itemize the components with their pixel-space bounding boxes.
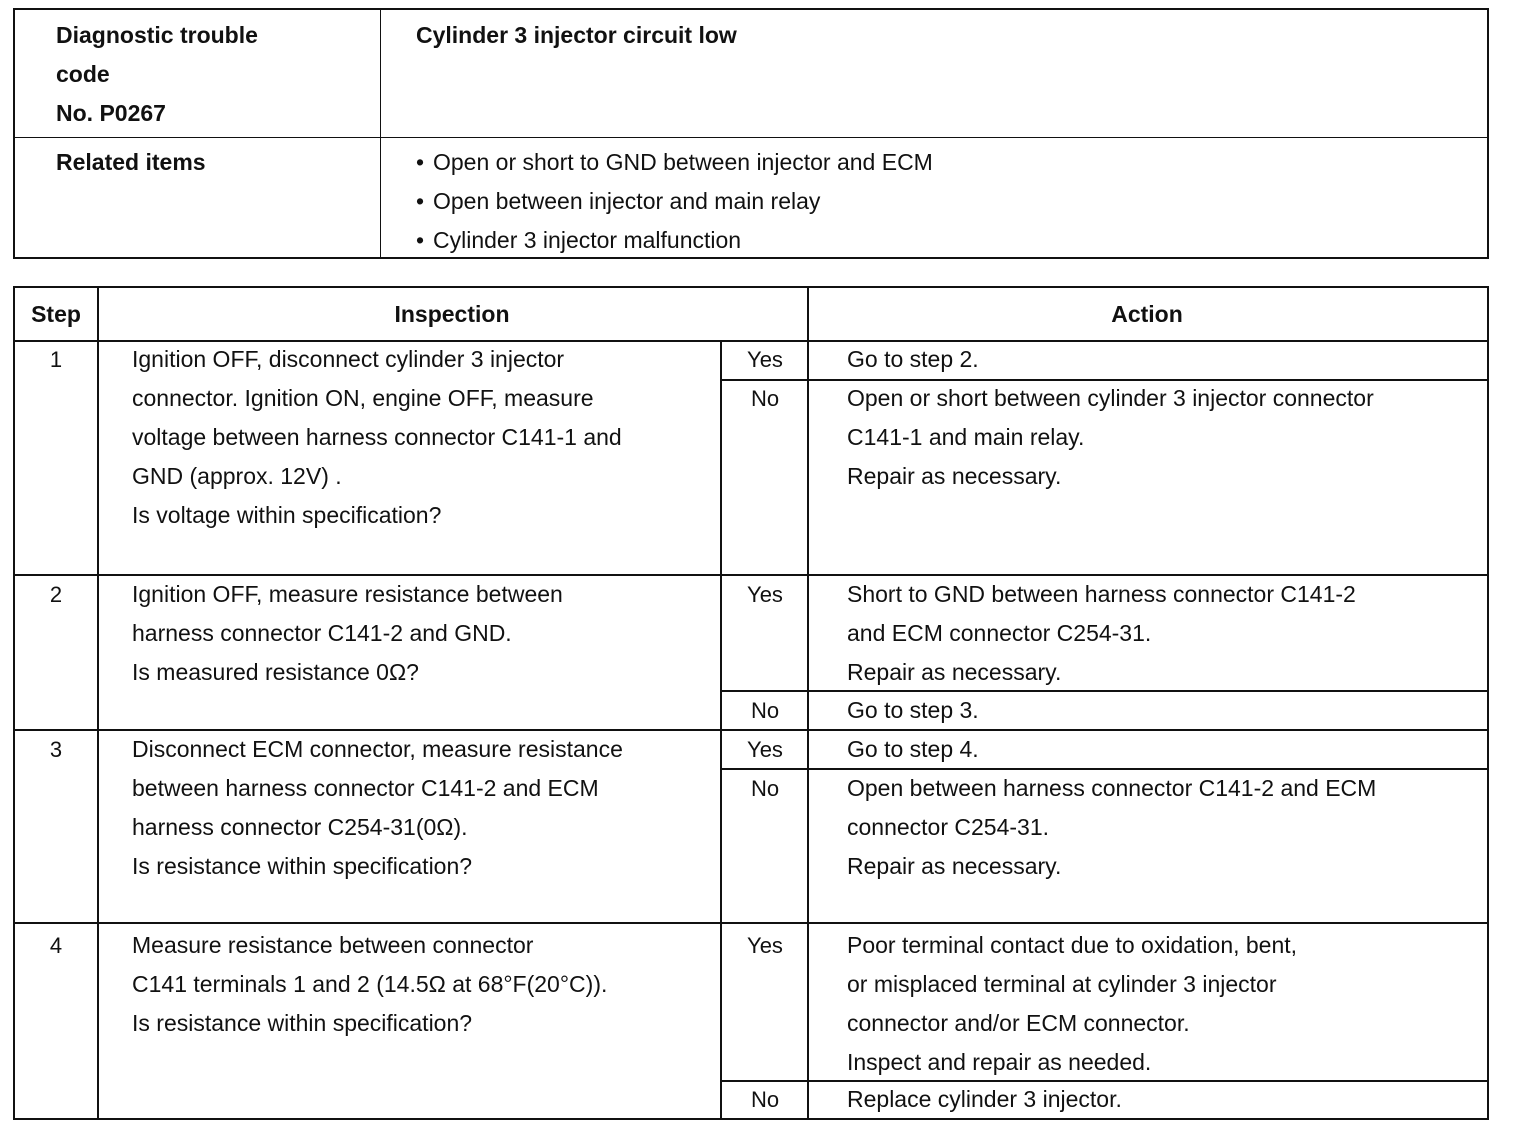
- col-divider-step: [97, 288, 99, 1118]
- info-row-divider: [15, 137, 1487, 138]
- action-line: and ECM connector C254-31.: [847, 620, 1152, 646]
- header-inspection: Inspection: [394, 301, 510, 327]
- action-line: Replace cylinder 3 injector.: [847, 1086, 1122, 1112]
- header-step: Step: [31, 301, 81, 327]
- no-label: No: [750, 776, 780, 801]
- related-item: • Cylinder 3 injector malfunction: [416, 221, 933, 260]
- step-number: 1: [49, 347, 63, 372]
- related-item: • Open or short to GND between injector and ECM: [416, 143, 933, 182]
- action-line: C141-1 and main relay.: [847, 424, 1085, 450]
- step-inspection: [132, 926, 607, 1043]
- step-inspection: [132, 575, 563, 692]
- dtc-label: [56, 16, 258, 133]
- dtc-label-line: No. P0267: [56, 100, 166, 126]
- dtc-value: Cylinder 3 injector circuit low: [416, 22, 737, 48]
- action-line: Open or short between cylinder 3 injector connector: [847, 385, 1374, 411]
- inspection-steps-table: [13, 286, 1489, 1120]
- step-number: 3: [49, 737, 63, 762]
- action-line: Poor terminal contact due to oxidation, bent,: [847, 932, 1298, 958]
- inspection-line: Is resistance within specification?: [132, 1010, 473, 1036]
- dtc-info-table: [13, 8, 1489, 259]
- no-action: [847, 691, 979, 730]
- header-action: Action: [1111, 301, 1183, 327]
- inspection-line: GND (approx. 12V) .: [132, 463, 342, 489]
- inspection-line: Is voltage within specification?: [132, 502, 442, 528]
- inspection-line: Ignition OFF, measure resistance between: [132, 581, 563, 607]
- inspection-line: Measure resistance between connector: [132, 932, 534, 958]
- no-label: No: [750, 1087, 780, 1112]
- yes-label: Yes: [747, 347, 783, 372]
- action-line: Repair as necessary.: [847, 659, 1062, 685]
- yes-action: [847, 575, 1356, 692]
- no-action: [847, 379, 1374, 496]
- action-line: Inspect and repair as needed.: [847, 1049, 1152, 1075]
- action-line: Open between harness connector C141-2 and ECM: [847, 775, 1377, 801]
- step-inspection: [132, 730, 623, 886]
- yes-action: [847, 340, 979, 379]
- step-inspection: [132, 340, 622, 535]
- inspection-line: between harness connector C141-2 and ECM: [132, 775, 599, 801]
- yes-label: Yes: [747, 582, 783, 607]
- inspection-line: C141 terminals 1 and 2 (14.5Ω at 68°F(20°C)).: [132, 971, 608, 997]
- row-divider: [15, 922, 1487, 924]
- related-items-list: [416, 143, 933, 260]
- inspection-line: harness connector C254-31(0Ω).: [132, 814, 468, 840]
- yes-action: [847, 926, 1297, 1082]
- inspection-line: Ignition OFF, disconnect cylinder 3 injector: [132, 346, 565, 372]
- inspection-line: connector. Ignition ON, engine OFF, measure: [132, 385, 594, 411]
- action-line: connector and/or ECM connector.: [847, 1010, 1190, 1036]
- info-column-divider: [380, 10, 381, 257]
- action-line: Go to step 2.: [847, 346, 979, 372]
- action-line: Repair as necessary.: [847, 853, 1062, 879]
- action-line: Go to step 4.: [847, 736, 979, 762]
- inspection-line: Is measured resistance 0Ω?: [132, 659, 419, 685]
- dtc-label-line: code: [56, 61, 110, 87]
- related-item: • Open between injector and main relay: [416, 182, 933, 221]
- action-line: Short to GND between harness connector C141-2: [847, 581, 1356, 607]
- action-line: or misplaced terminal at cylinder 3 injector: [847, 971, 1277, 997]
- inspection-line: harness connector C141-2 and GND.: [132, 620, 512, 646]
- inspection-line: Disconnect ECM connector, measure resistance: [132, 736, 623, 762]
- no-label: No: [750, 698, 780, 723]
- no-label: No: [750, 386, 780, 411]
- action-line: Repair as necessary.: [847, 463, 1062, 489]
- dtc-label-line: Diagnostic trouble: [56, 22, 258, 48]
- action-line: connector C254-31.: [847, 814, 1050, 840]
- step-number: 2: [49, 582, 63, 607]
- step-number: 4: [49, 933, 63, 958]
- no-action: [847, 1080, 1122, 1119]
- inspection-line: Is resistance within specification?: [132, 853, 473, 879]
- yes-label: Yes: [747, 737, 783, 762]
- yes-label: Yes: [747, 933, 783, 958]
- related-items-label: Related items: [56, 149, 206, 175]
- action-line: Go to step 3.: [847, 697, 979, 723]
- yes-action: [847, 730, 979, 769]
- no-action: [847, 769, 1376, 886]
- inspection-line: voltage between harness connector C141-1 and: [132, 424, 622, 450]
